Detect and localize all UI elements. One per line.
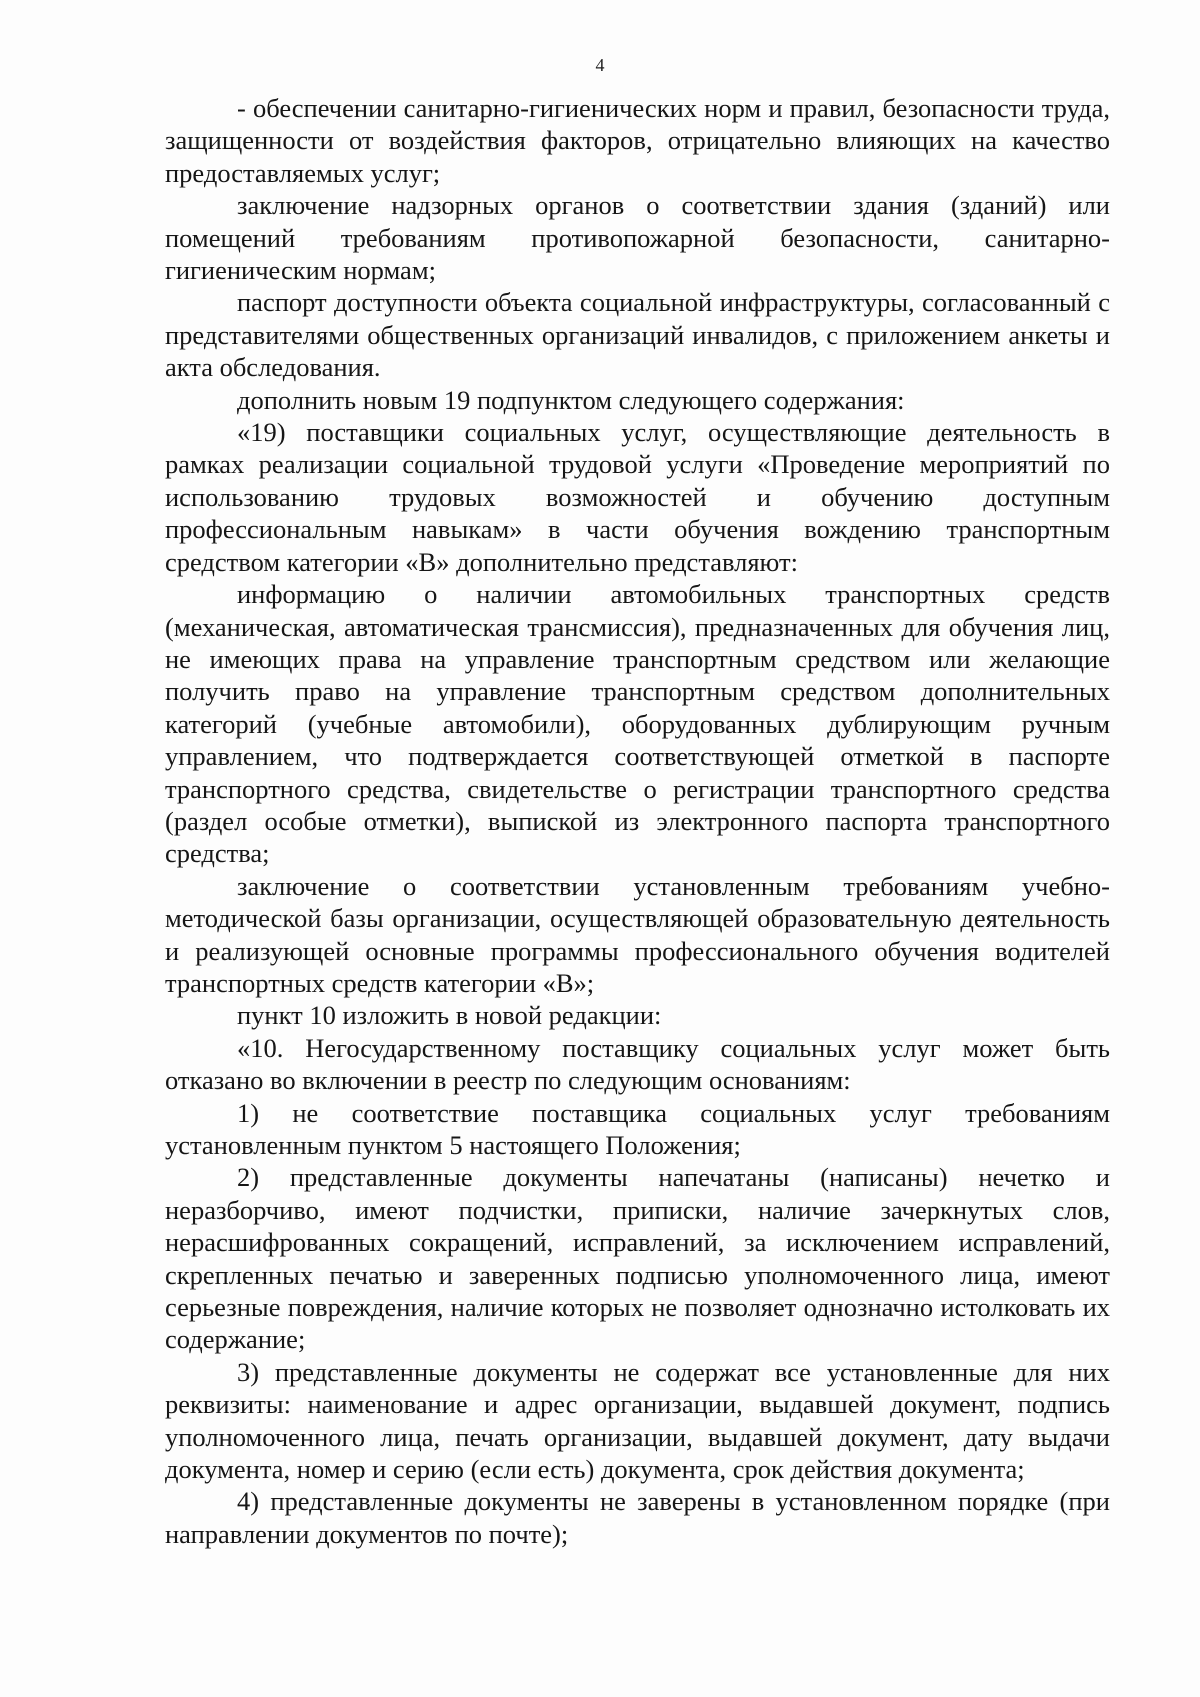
paragraph-8: пункт 10 изложить в новой редакции: bbox=[237, 1000, 662, 1031]
paragraph-12: 3) представленные документы не содержат все установленные для них реквизиты: наименование и адрес организации, выдавшей документ, подпись уполномоченного лица, печать организации, выдавшей документ, дату выдачи документа, номер и серию (если есть) документа, срок действия документа; bbox=[165, 1356, 1110, 1485]
paragraph-5: «19) поставщики социальных услуг, осуществляющие деятельность в рамках реализации социальной трудовой услуги «Проведение мероприятий по использованию трудовых возможностей и обучению доступным профессиональным навыкам» в части обучения вождению транспортным средством категории «В» дополнительно представляют: bbox=[165, 417, 1110, 577]
document-body bbox=[165, 92, 1110, 1550]
paragraph-9: «10. Негосударственному поставщику социальных услуг может быть отказано во включении в реестр по следующим основаниям: bbox=[165, 1032, 1110, 1096]
paragraph-4: дополнить новым 19 подпунктом следующего содержания: bbox=[237, 384, 905, 415]
paragraph-3: паспорт доступности объекта социальной инфраструктуры, согласованный с представителями общественных организаций инвалидов, с приложением анкеты и акта обследования. bbox=[165, 287, 1110, 383]
page-number: 4 bbox=[595, 55, 605, 75]
paragraph-11: 2) представленные документы напечатаны (написаны) нечетко и неразборчиво, имеют подчистки, приписки, наличие зачеркнутых слов, нерасшифрованных сокращений, исправлений, за исключением исправлений, скрепленных печатью и заверенных подписью уполномоченного лица, имеют серьезные повреждения, наличие которых не позволяет однозначно истолковать их содержание; bbox=[165, 1162, 1110, 1355]
paragraph-13: 4) представленные документы не заверены в установленном порядке (при направлении документов по почте); bbox=[165, 1486, 1110, 1549]
paragraph-1: - обеспечении санитарно-гигиенических норм и правил, безопасности труда, защищенности от воздействия факторов, отрицательно влияющих на качество предоставляемых услуг; bbox=[165, 93, 1110, 188]
paragraph-10: 1) не соответствие поставщика социальных услуг требованиям установленным пунктом 5 настоящего Положения; bbox=[165, 1097, 1110, 1160]
paragraph-7: заключение о соответствии установленным требованиям учебно-методической базы организации, осуществляющей образовательную деятельность и реализующей основные программы профессионального обучения водителей транспортных средств категории «В»; bbox=[165, 870, 1110, 998]
paragraph-2: заключение надзорных органов о соответствии здания (зданий) или помещений требованиям противопожарной безопасности, санитарно-гигиеническим нормам; bbox=[165, 190, 1110, 286]
paragraph-6: информацию о наличии автомобильных транспортных средств (механическая, автоматическая трансмиссия), предназначенных для обучения лиц, не имеющих права на управление транспортным средством или желающие получить право на управление транспортным средством дополнительных категорий (учебные автомобили), оборудованных дублирующим ручным управлением, что подтверждается соответствующей отметкой в паспорте транспортного средства, свидетельстве о регистрации транспортного средства (раздел особые отметки), выпиской из электронного паспорта транспортного средства; bbox=[165, 579, 1110, 869]
